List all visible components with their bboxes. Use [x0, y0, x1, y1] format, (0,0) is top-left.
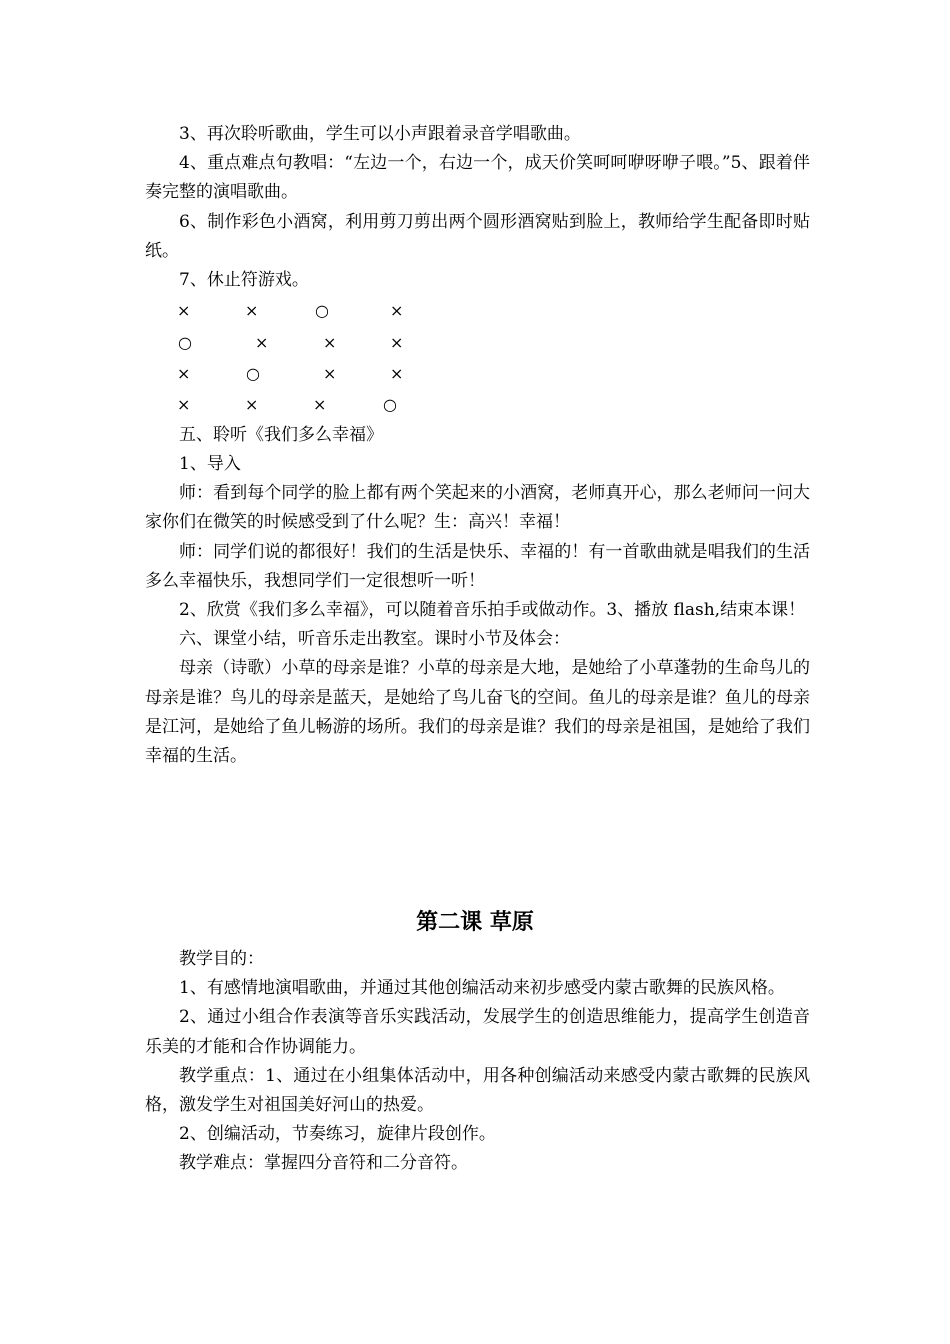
grid-symbol: ×	[390, 301, 404, 321]
paragraph: 师：同学们说的都很好！我们的生活是快乐、幸福的！有一首歌曲就是唱我们的生活多么幸福快乐，我想同学们一定很想听一听！	[145, 541, 810, 591]
grid-symbol: ○	[178, 332, 192, 352]
grid-symbol: ×	[255, 332, 269, 352]
paragraph: 师：看到每个同学的脸上都有两个笑起来的小酒窝，老师真开心，那么老师问一问大家你们在微笑的时候感受到了什么呢？生：高兴！幸福！	[145, 483, 810, 533]
grid-symbol: ○	[246, 364, 260, 383]
grid-symbol: ×	[313, 395, 327, 415]
paragraph: 6、制作彩色小酒窝，利用剪刀剪出两个圆形酒窝贴到脸上，教师给学生配备即时贴纸。	[145, 211, 810, 261]
section-heading: 五、聆听《我们多么幸福》	[179, 424, 383, 445]
grid-symbol: ×	[177, 364, 191, 383]
paragraph: 3、再次聆听歌曲，学生可以小声跟着录音学唱歌曲。	[179, 124, 581, 144]
paragraph: 1、导入	[179, 453, 241, 474]
lesson1-content	[145, 120, 810, 771]
grid-row	[145, 327, 810, 358]
paragraph: 教学难点：掌握四分音符和二分音符。	[179, 1153, 468, 1174]
grid-symbol: ×	[323, 332, 337, 352]
grid-symbol: ×	[390, 364, 404, 383]
paragraph: 1、有感情地演唱歌曲，并通过其他创编活动来初步感受内蒙古歌舞的民族风格。	[179, 978, 785, 999]
grid-symbol: ×	[245, 395, 259, 415]
paragraph: 教学目的：	[179, 949, 264, 969]
paragraph: 7、休止符游戏。	[179, 270, 309, 291]
poem-paragraph: 母亲（诗歌）小草的母亲是谁？小草的母亲是大地，是她给了小草蓬勃的生命鸟儿的母亲是谁？鸟儿的母亲是蓝天，是她给了鸟儿奋飞的空间。鱼儿的母亲是谁？鱼儿的母亲是江河，是她给了鱼儿畅游的场所。我们的母亲是谁？我们的母亲是祖国，是她给了我们幸福的生活。	[145, 658, 810, 767]
grid-row	[145, 389, 810, 420]
grid-symbol: ×	[177, 301, 191, 321]
paragraph: 2、通过小组合作表演等音乐实践活动，发展学生的创造思维能力，提高学生创造音乐美的才能和合作协调能力。	[145, 1007, 810, 1057]
grid-row	[145, 358, 810, 389]
lesson2-content	[145, 945, 810, 1179]
grid-symbol: ○	[315, 301, 329, 321]
grid-symbol: ×	[390, 332, 404, 352]
lesson-title: 第二课 草原	[416, 910, 534, 935]
grid-symbol: ×	[323, 364, 337, 383]
paragraph: 2、欣赏《我们多么幸福》，可以随着音乐拍手或做动作。3、播放 flash,结束本课！	[179, 600, 806, 620]
grid-symbol: ×	[177, 395, 191, 415]
grid-symbol: ×	[245, 301, 259, 321]
rest-symbol-game-grid	[145, 295, 810, 421]
paragraph: 4、重点难点句教唱：“左边一个，右边一个，成天价笑呵呵咿呀咿子喂。”5、跟着伴奏完整的演唱歌曲。	[145, 153, 810, 203]
paragraph: 教学重点：1、通过在小组集体活动中，用各种创编活动来感受内蒙古歌舞的民族风格，激发学生对祖国美好河山的热爱。	[145, 1065, 810, 1116]
grid-row	[145, 295, 810, 326]
grid-symbol: ○	[383, 395, 397, 415]
paragraph: 2、创编活动，节奏练习，旋律片段创作。	[179, 1124, 496, 1145]
section-heading: 六、课堂小结，听音乐走出教室。课时小节及体会：	[179, 629, 570, 650]
